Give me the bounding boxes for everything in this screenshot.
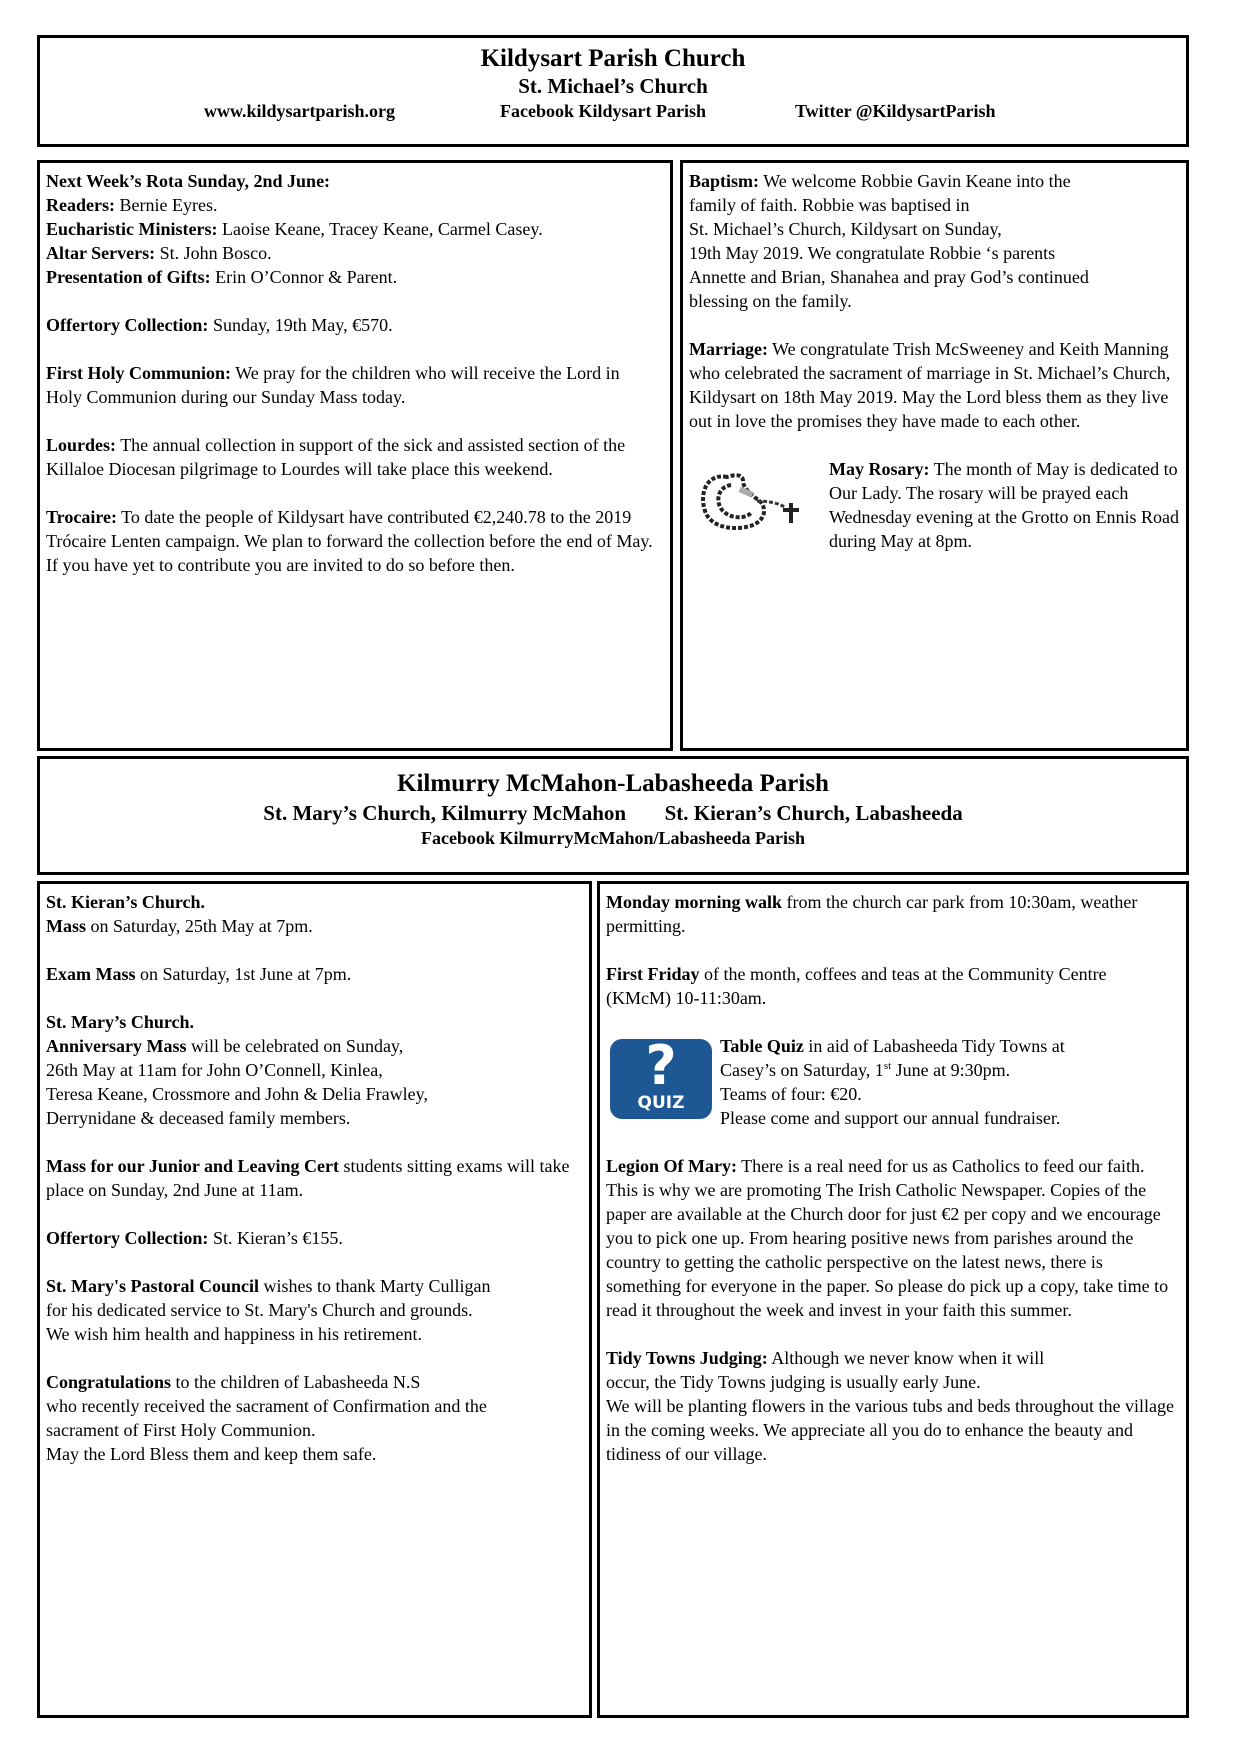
rosary-block <box>689 457 1180 553</box>
offertory-label: Offertory Collection: <box>46 315 209 335</box>
lourdes-value: The annual collection in support of the sick and assisted section of the Killaloe Diocesan pilgrimage to Lourdes will take place this weekend. <box>46 435 626 479</box>
servers-value: St. John Bosco. <box>155 243 272 263</box>
table-quiz-text <box>720 1034 1065 1130</box>
marriage-label: Marriage: <box>689 339 768 359</box>
baptism-line: We welcome Robbie Gavin Keane into the <box>759 171 1071 191</box>
rota-heading: Next Week’s Rota Sunday, 2nd June: <box>46 171 331 191</box>
st-kierans-heading: St. Kieran’s Church. <box>46 892 206 912</box>
st-marys-heading: St. Mary’s Church. <box>46 1012 194 1032</box>
cert-mass-value: students sitting exams will take place on Sunday, 2nd June at 11am. <box>46 1156 570 1200</box>
cert-mass-block <box>46 1154 583 1202</box>
lourdes-block <box>46 433 664 481</box>
communion-label: First Holy Communion: <box>46 363 232 383</box>
walk-label: Monday morning walk <box>606 892 783 912</box>
tidy-towns-line: Although we never know when it will <box>767 1348 1045 1368</box>
ministers-label: Eucharistic Ministers: <box>46 219 218 239</box>
anniversary-line: will be celebrated on Sunday, <box>186 1036 404 1056</box>
table-quiz-line: Please come and support our annual fundraiser. <box>720 1108 1061 1128</box>
pastoral-council-line: wishes to thank Marty Culligan <box>259 1276 491 1296</box>
table-quiz-block <box>606 1034 1180 1130</box>
exam-mass-label: Exam Mass <box>46 964 136 984</box>
rosary-label: May Rosary: <box>829 459 930 479</box>
first-friday-value: of the month, coffees and teas at the Community Centre (KMcM) 10-11:30am. <box>606 964 1107 1008</box>
legion-block <box>606 1154 1180 1322</box>
mass-label: Mass <box>46 916 86 936</box>
exam-mass-value: on Saturday, 1st June at 7pm. <box>135 964 352 984</box>
congratulations-line: sacrament of First Holy Communion. <box>46 1420 316 1440</box>
kildysart-header <box>37 35 1189 147</box>
gifts-label: Presentation of Gifts: <box>46 267 211 287</box>
quiz-icon-label: QUIZ <box>637 1093 685 1113</box>
exam-mass-block <box>46 962 583 986</box>
kilmurry-facebook-link[interactable]: Facebook KilmurryMcMahon/Labasheeda Parish <box>421 828 805 848</box>
church-st-kierans: St. Kieran’s Church, Labasheeda <box>664 801 963 825</box>
kilmurry-header <box>37 756 1189 875</box>
ministers-value: Laoise Keane, Tracey Keane, Carmel Casey. <box>217 219 543 239</box>
kildysart-title: Kildysart Parish Church <box>480 45 746 72</box>
kilmurry-offertory-block <box>46 1226 583 1250</box>
ordinal-suffix: st <box>883 1060 892 1072</box>
baptism-label: Baptism: <box>689 171 760 191</box>
baptism-line: 19th May 2019. We congratulate Robbie ‘s parents <box>689 243 1056 263</box>
baptism-block <box>689 169 1180 313</box>
table-quiz-label: Table Quiz <box>720 1036 804 1056</box>
quiz-icon <box>610 1034 712 1119</box>
kilmurry-offertory-label: Offertory Collection: <box>46 1228 209 1248</box>
offertory-block <box>46 313 664 337</box>
marriage-block <box>689 337 1180 433</box>
tidy-towns-block <box>606 1346 1180 1466</box>
congratulations-block <box>46 1370 583 1466</box>
first-friday-block <box>606 962 1180 1010</box>
kildysart-links <box>40 100 1186 122</box>
baptism-line: blessing on the family. <box>689 291 852 311</box>
pastoral-council-label: St. Mary's Pastoral Council <box>46 1276 259 1296</box>
tidy-towns-line: occur, the Tidy Towns judging is usually early June. <box>606 1372 981 1392</box>
website-link[interactable]: www.kildysartparish.org <box>204 101 396 121</box>
baptism-line: Annette and Brian, Shanahea and pray God’s continued <box>689 267 1089 287</box>
st-marys-block <box>46 1010 583 1130</box>
congratulations-line: May the Lord Bless them and keep them safe. <box>46 1444 377 1464</box>
table-quiz-line: June at 9:30pm. <box>891 1060 1011 1080</box>
congratulations-line: who recently received the sacrament of Confirmation and the <box>46 1396 487 1416</box>
cert-mass-label: Mass for our Junior and Leaving Cert <box>46 1156 340 1176</box>
kilmurry-churches <box>40 800 1186 827</box>
anniversary-label: Anniversary Mass <box>46 1036 187 1056</box>
pastoral-council-line: for his dedicated service to St. Mary's Church and grounds. <box>46 1300 473 1320</box>
pastoral-council-block <box>46 1274 583 1346</box>
anniversary-line: 26th May at 11am for John O’Connell, Kinlea, <box>46 1060 383 1080</box>
marriage-value: We congratulate Trish McSweeney and Keith Manning who celebrated the sacrament of marriage in St. Michael’s Church, Kildysart on 18th May 2019. May the Lord bless them as they live out in love the promises they have made to each other. <box>689 339 1171 431</box>
gifts-value: Erin O’Connor & Parent. <box>210 267 398 287</box>
kildysart-rota-column <box>37 160 673 751</box>
table-quiz-line: in aid of Labasheeda Tidy Towns at <box>803 1036 1065 1056</box>
kilmurry-news-column <box>597 881 1189 1718</box>
offertory-value: Sunday, 19th May, €570. <box>208 315 393 335</box>
communion-block <box>46 361 664 409</box>
anniversary-line: Derrynidane & deceased family members. <box>46 1108 351 1128</box>
table-quiz-line: Teams of four: €20. <box>720 1084 862 1104</box>
baptism-line: family of faith. Robbie was baptised in <box>689 195 970 215</box>
kilmurry-title: Kilmurry McMahon-Labasheeda Parish <box>397 770 829 797</box>
first-friday-label: First Friday <box>606 964 700 984</box>
tidy-towns-label: Tidy Towns Judging: <box>606 1348 768 1368</box>
pastoral-council-line: We wish him health and happiness in his retirement. <box>46 1324 422 1344</box>
communion-value: We pray for the children who will receive the Lord in Holy Communion during our Sunday Mass today. <box>46 363 620 407</box>
st-kierans-block <box>46 890 583 938</box>
rosary-value: The month of May is dedicated to Our Lady. The rosary will be prayed each Wednesday evening at the Grotto on Ennis Road during May at 8pm. <box>829 459 1179 551</box>
walk-block <box>606 890 1180 938</box>
question-mark-icon: ? <box>645 1034 677 1097</box>
rosary-text <box>829 457 1180 553</box>
servers-label: Altar Servers: <box>46 243 156 263</box>
table-quiz-line: Casey’s on Saturday, 1 <box>720 1060 884 1080</box>
trocaire-label: Trocaire: <box>46 507 117 527</box>
legion-value: There is a real need for us as Catholics to feed our faith. This is why we are promoting The Irish Catholic Newspaper. Copies of the paper are available at the Church door for just €2 per copy and we encourage you to pick one up. From hearing positive news from parishes around the country to getting the catholic perspective on the latest news, there is something for everyone in the paper. So please do pick up a copy, take time to read it throughout the week and invest in your faith this summer. <box>606 1156 1169 1320</box>
kildysart-subtitle: St. Michael’s Church <box>518 74 708 98</box>
facebook-link[interactable]: Facebook Kildysart Parish <box>500 101 706 121</box>
kilmurry-mass-column <box>37 881 592 1718</box>
congratulations-line: to the children of Labasheeda N.S <box>171 1372 421 1392</box>
readers-value: Bernie Eyres. <box>114 195 218 215</box>
kildysart-news-column <box>680 160 1189 751</box>
trocaire-block <box>46 505 664 577</box>
tidy-towns-line: We will be planting flowers in the various tubs and beds throughout the village in the coming weeks. We appreciate all you do to enhance the beauty and tidiness of our village. <box>606 1396 1174 1464</box>
walk-value: from the church car park from 10:30am, weather permitting. <box>606 892 1138 936</box>
baptism-line: St. Michael’s Church, Kildysart on Sunday, <box>689 219 1002 239</box>
legion-label: Legion Of Mary: <box>606 1156 737 1176</box>
lourdes-label: Lourdes: <box>46 435 117 455</box>
rosary-icon <box>697 463 809 543</box>
trocaire-value: To date the people of Kildysart have contributed €2,240.78 to the 2019 Trócaire Lenten campaign. We plan to forward the collection before the end of May. If you have yet to contribute you are invited to do so before then. <box>46 507 653 575</box>
readers-label: Readers: <box>46 195 115 215</box>
church-st-marys: St. Mary’s Church, Kilmurry McMahon <box>263 801 627 825</box>
rota-block <box>46 169 664 289</box>
kilmurry-offertory-value: St. Kieran’s €155. <box>208 1228 343 1248</box>
congratulations-label: Congratulations <box>46 1372 172 1392</box>
twitter-link[interactable]: Twitter @KildysartParish <box>795 101 996 121</box>
mass-value: on Saturday, 25th May at 7pm. <box>86 916 313 936</box>
anniversary-line: Teresa Keane, Crossmore and John & Delia Frawley, <box>46 1084 428 1104</box>
